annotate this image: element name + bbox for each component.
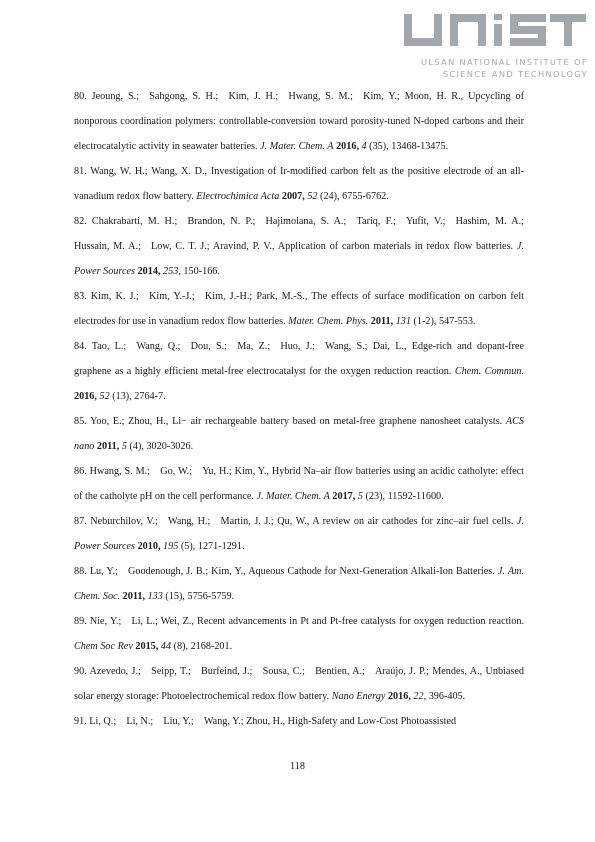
reference-list: [74, 84, 524, 734]
reference-volume: 133: [145, 591, 163, 602]
reference-year: 2017,: [329, 491, 356, 502]
reference-entry: [74, 84, 524, 159]
reference-entry: [74, 284, 524, 334]
reference-volume: 253: [160, 266, 179, 277]
reference-volume: 44: [158, 641, 172, 652]
reference-entry: [74, 409, 524, 459]
unist-logo: [402, 12, 588, 84]
reference-volume: 52: [304, 191, 318, 202]
reference-text: 88. Lu, Y.; Goodenough, J. B.; Kim, Y., Aqueous Cathode for Next-Generation Alkali-Ion Batteries.: [74, 566, 498, 577]
reference-text: 91. Li, Q.; Li, N.; Liu, Y.; Wang, Y.; Zhou, H., High-Safety and Low-Cost Photoassisted: [74, 716, 457, 727]
reference-year: 2016,: [385, 691, 411, 702]
reference-text: 87. Neburchilov, V.; Wang, H.; Martin, J. J.; Qu, W., A review on air cathodes for zinc–air fuel cells.: [74, 516, 517, 527]
reference-text: 81. Wang, W. H.; Wang, X. D., Investigation of Ir-modified carbon felt as the positive electrode of an all-vanadium redox flow battery.: [74, 166, 524, 202]
reference-year: 2011,: [94, 441, 120, 452]
reference-text: 82. Chakrabarti, M. H.; Brandon, N. P.; Hajimolana, S. A.; Tariq, F.; Yufit, V.; Hashim, M. A.; Hussain, M. A.; Low, C. T. J.; Aravind, P. V., Application of carbon materials in redox flow batteries.: [74, 216, 524, 252]
reference-year: 2010,: [135, 541, 161, 552]
reference-journal: Mater. Chem. Phys.: [288, 316, 369, 327]
reference-text: 89. Nie, Y.; Li, L.; Wei, Z., Recent advancements in Pt and Pt-free catalysts for oxygen reduction reaction.: [74, 616, 524, 627]
reference-volume: 22: [410, 691, 424, 702]
reference-pages: (8), 2168-201.: [171, 641, 233, 652]
reference-pages: (15), 5756-5759.: [162, 591, 235, 602]
reference-journal: ACS nano: [74, 416, 524, 452]
reference-entry: [74, 334, 524, 409]
reference-entry: [74, 709, 524, 734]
reference-entry: [74, 659, 524, 709]
reference-volume: 5: [355, 491, 363, 502]
reference-year: 2014,: [135, 266, 161, 277]
reference-journal: J. Mater. Chem. A: [256, 491, 330, 502]
reference-journal: J. Mater. Chem. A: [260, 141, 334, 152]
reference-entry: [74, 509, 524, 559]
reference-journal: Electrochimica Acta: [196, 191, 280, 202]
reference-year: 2011,: [120, 591, 146, 602]
reference-volume: 5: [119, 441, 127, 452]
reference-text: 86. Hwang, S. M.; Go, W.; Yu, H.; Kim, Y., Hybrid Na–air flow batteries using an acidic catholyte: effect of the catholyte pH on the cell performance.: [74, 466, 524, 502]
reference-pages: (5), 1271-1291.: [178, 541, 245, 552]
reference-pages: (13), 2764-7.: [109, 391, 166, 402]
logo-tagline-line1: ULSAN NATIONAL INSTITUTE OF: [421, 57, 588, 67]
reference-journal: Chem. Commun.: [454, 366, 524, 377]
page-number: 118: [290, 761, 305, 772]
reference-entry: [74, 559, 524, 609]
reference-text: 90. Azevedo, J.; Seipp, T.; Burfeind, J.; Sousa, C.; Bentien, A.; Araújo, J. P.; Mendes, A., Unbiased solar energy storage: Photoelectrochemical redox flow battery.: [74, 666, 524, 702]
reference-volume: 131: [393, 316, 411, 327]
reference-entry: [74, 159, 524, 209]
unist-wordmark: [402, 12, 588, 52]
reference-pages: (35), 13468-13475.: [366, 141, 449, 152]
reference-volume: 195: [160, 541, 179, 552]
reference-pages: (1-2), 547-553.: [410, 316, 476, 327]
reference-year: 2016,: [333, 141, 359, 152]
reference-year: 2011,: [368, 316, 394, 327]
reference-journal: Chem Soc Rev: [74, 641, 133, 652]
reference-text: 83. Kim, K. J.; Kim, Y.-J.; Kim, J.-H.; Park, M.-S., The effects of surface modification on carbon felt electrodes for use in vanadium redox flow batteries.: [74, 291, 524, 327]
reference-pages: (23), 11592-11600.: [362, 491, 444, 502]
reference-volume: 4: [358, 141, 367, 152]
reference-journal: J. Am. Chem. Soc.: [74, 566, 524, 602]
reference-text: 84. Tao, L.; Wang, Q.; Dou, S.; Ma, Z.; Huo, J.; Wang, S.; Dai, L., Edge-rich and dopant-free graphene as a highly efficient metal-free electrocatalyst for the oxygen reduction reaction.: [74, 341, 524, 377]
reference-volume: 52: [96, 391, 110, 402]
reference-year: 2015,: [132, 641, 159, 652]
reference-text: 80. Jeoung, S.; Sahgong, S. H.; Kim, J. H.; Hwang, S. M.; Kim, Y.; Moon, H. R., Upcycling of nonporous coordination polymers: controllable-conversion toward porosity-tuned N-doped carbons and their electrocatalytic activity in seawater batteries.: [74, 91, 524, 152]
reference-text: 85. Yoo, E.; Zhou, H., Li− air rechargeable battery based on metal-free graphene nanosheet catalysts.: [74, 416, 506, 427]
reference-year: 2007,: [279, 191, 305, 202]
reference-journal: Nano Energy: [331, 691, 386, 702]
reference-entry: [74, 609, 524, 659]
reference-pages: (24), 6755-6762.: [317, 191, 389, 202]
logo-tagline-line2: SCIENCE AND TECHNOLOGY: [442, 69, 588, 79]
reference-pages: , 396-405.: [423, 691, 466, 702]
reference-pages: , 150-166.: [178, 266, 220, 277]
reference-year: 2016,: [74, 391, 97, 402]
reference-journal: J. Power Sources: [74, 241, 524, 277]
reference-pages: (4), 3020-3026.: [126, 441, 194, 452]
reference-journal: J. Power Sources: [74, 516, 524, 552]
reference-entry: [74, 459, 524, 509]
reference-entry: [74, 209, 524, 284]
